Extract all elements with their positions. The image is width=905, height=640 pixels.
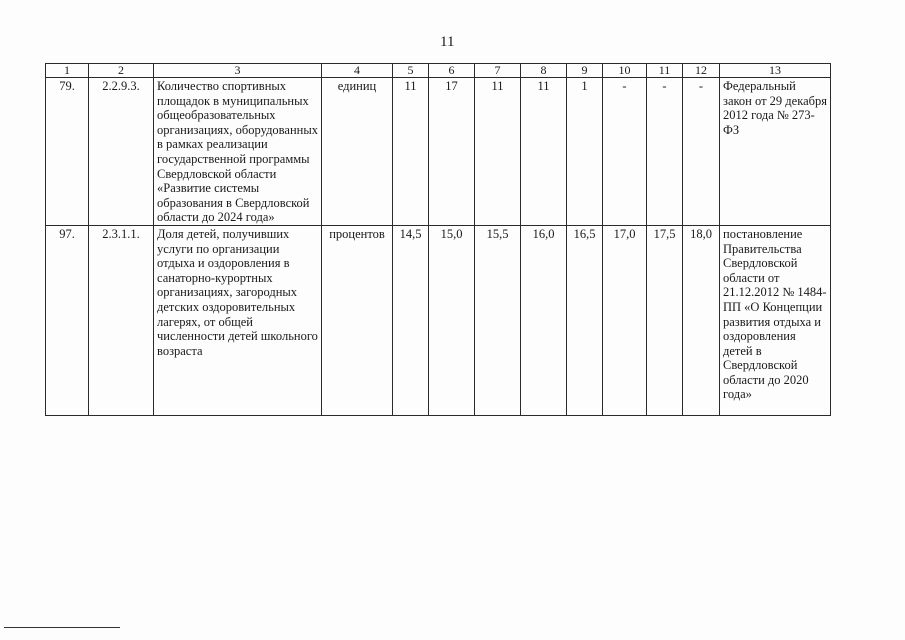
- indicator-table: [45, 63, 831, 416]
- page-number: 11: [440, 34, 455, 50]
- value-cell: 15,0: [429, 225, 475, 415]
- value-cell: 17,0: [603, 225, 647, 415]
- value-cell: 16,0: [521, 225, 567, 415]
- column-header: 6: [429, 64, 475, 78]
- unit-cell: процентов: [322, 225, 393, 415]
- legal-basis-cell: Федеральный закон от 29 декабря 2012 года № 273-ФЗ: [720, 78, 831, 226]
- value-cell: 11: [393, 78, 429, 226]
- column-header: 9: [567, 64, 603, 78]
- value-cell: -: [683, 78, 720, 226]
- indicator-name-cell: Доля детей, получивших услуги по организации отдыха и оздоровления в санаторно-курортных организациях, загородных детских оздоровительных лагерях, от общей численности детей школьного возраста: [154, 225, 322, 415]
- column-header: 2: [89, 64, 154, 78]
- indicator-name-cell: Количество спортивных площадок в муниципальных общеобразовательных организациях, оборудованных в рамках реализации государственной программы Свердловской области «Развитие системы образования в Свердловской области до 2024 года»: [154, 78, 322, 226]
- column-header: 5: [393, 64, 429, 78]
- value-cell: 11: [475, 78, 521, 226]
- value-cell: 16,5: [567, 225, 603, 415]
- item-code-cell: 2.2.9.3.: [89, 78, 154, 226]
- table-row: [46, 78, 831, 226]
- value-cell: 11: [521, 78, 567, 226]
- value-cell: 18,0: [683, 225, 720, 415]
- value-cell: -: [647, 78, 683, 226]
- column-header: 10: [603, 64, 647, 78]
- column-header: 13: [720, 64, 831, 78]
- value-cell: 15,5: [475, 225, 521, 415]
- value-cell: 17: [429, 78, 475, 226]
- value-cell: 17,5: [647, 225, 683, 415]
- value-cell: 14,5: [393, 225, 429, 415]
- value-cell: 1: [567, 78, 603, 226]
- column-header: 1: [46, 64, 89, 78]
- value-cell: -: [603, 78, 647, 226]
- column-header: 7: [475, 64, 521, 78]
- item-code-cell: 2.3.1.1.: [89, 225, 154, 415]
- footnote-separator: [4, 627, 120, 628]
- legal-basis-cell: постановление Правительства Свердловской области от 21.12.2012 № 1484-ПП «О Концепции развития отдыха и оздоровления детей в Свердловской области до 2020 года»: [720, 225, 831, 415]
- column-header: 11: [647, 64, 683, 78]
- column-header: 12: [683, 64, 720, 78]
- column-header: 4: [322, 64, 393, 78]
- table-row: [46, 225, 831, 415]
- row-number-cell: 79.: [46, 78, 89, 226]
- unit-cell: единиц: [322, 78, 393, 226]
- header-row: [46, 64, 831, 78]
- row-number-cell: 97.: [46, 225, 89, 415]
- column-header: 3: [154, 64, 322, 78]
- column-header: 8: [521, 64, 567, 78]
